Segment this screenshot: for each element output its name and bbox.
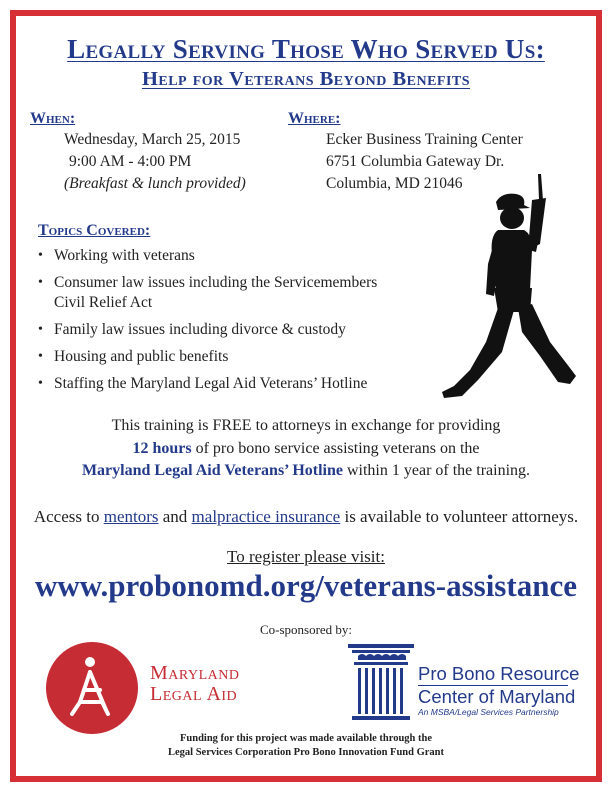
venue-city: Columbia, MD 21046 xyxy=(326,175,463,192)
hotline-highlight: Maryland Legal Aid Veterans’ Hotline xyxy=(81,462,343,479)
page-subtitle: Help for Veterans Beyond Benefits xyxy=(141,68,471,90)
register-prompt: To register please visit: xyxy=(227,547,385,566)
access-and: and xyxy=(158,507,192,526)
access-line xyxy=(0,507,612,527)
list-item-text: Consumer law issues including the Servicemembers xyxy=(54,274,378,291)
list-item: • Staffing the Maryland Legal Aid Veterans’ Hotline xyxy=(38,374,377,394)
mla-line-1: Maryland xyxy=(150,662,240,684)
cosponsored-label: Co-sponsored by: xyxy=(259,622,353,637)
free-line-2 xyxy=(0,438,612,461)
access-post: is available to volunteer attorneys. xyxy=(340,507,579,526)
access-pre: Access to xyxy=(33,507,104,526)
pb-tagline: An MSBA/Legal Services Partnership xyxy=(418,707,559,717)
funding-line-2: Legal Services Corporation Pro Bono Innovation Fund Grant xyxy=(167,747,445,758)
venue-street: 6751 Columbia Gateway Dr. xyxy=(326,153,505,170)
list-item: • Working with veterans xyxy=(38,246,377,266)
maryland-legal-aid-wordmark xyxy=(150,663,239,705)
hours-highlight: 12 hours xyxy=(132,439,192,457)
soldier-silhouette xyxy=(440,172,580,400)
list-item: • Family law issues including divorce & custody xyxy=(38,320,377,340)
event-time: 9:00 AM - 4:00 PM xyxy=(69,153,192,170)
event-date: Wednesday, March 25, 2015 xyxy=(64,131,241,148)
venue-name: Ecker Business Training Center xyxy=(326,131,523,148)
malpractice-insurance-link[interactable]: malpractice insurance xyxy=(191,507,341,526)
free-training-paragraph xyxy=(0,415,612,483)
pro-bono-resource-center-logo-icon xyxy=(348,644,414,720)
meal-note: (Breakfast & lunch provided) xyxy=(64,175,246,192)
where-label: Where: xyxy=(288,110,341,127)
list-item: • Housing and public benefits xyxy=(38,347,377,367)
funding-line-1: Funding for this project was made available through the xyxy=(179,733,433,744)
mla-line-2: Legal Aid xyxy=(150,683,238,705)
funding-note xyxy=(0,732,612,760)
list-item-text-cont: Civil Relief Act xyxy=(54,294,153,311)
pb-divider xyxy=(418,685,568,686)
pb-line-2: Center of Maryland xyxy=(418,686,576,707)
free-line-3-rest: within 1 year of the training. xyxy=(342,462,531,479)
topics-label: Topics Covered: xyxy=(38,222,151,239)
page-title: Legally Serving Those Who Served Us: xyxy=(67,34,545,64)
pb-line-1: Pro Bono Resource xyxy=(418,663,580,684)
list-item xyxy=(38,273,377,313)
mentors-link[interactable]: mentors xyxy=(103,507,159,526)
free-line-3 xyxy=(0,460,612,483)
topics-list xyxy=(38,246,377,401)
free-line-1: This training is FREE to attorneys in exchange for providing xyxy=(111,417,501,434)
when-label: When: xyxy=(30,110,76,127)
free-line-2-rest: of pro bono service assisting veterans on the xyxy=(191,439,480,457)
maryland-legal-aid-logo-icon xyxy=(44,640,140,736)
registration-url-link[interactable]: www.probonomd.org/veterans-assistance xyxy=(35,568,577,603)
